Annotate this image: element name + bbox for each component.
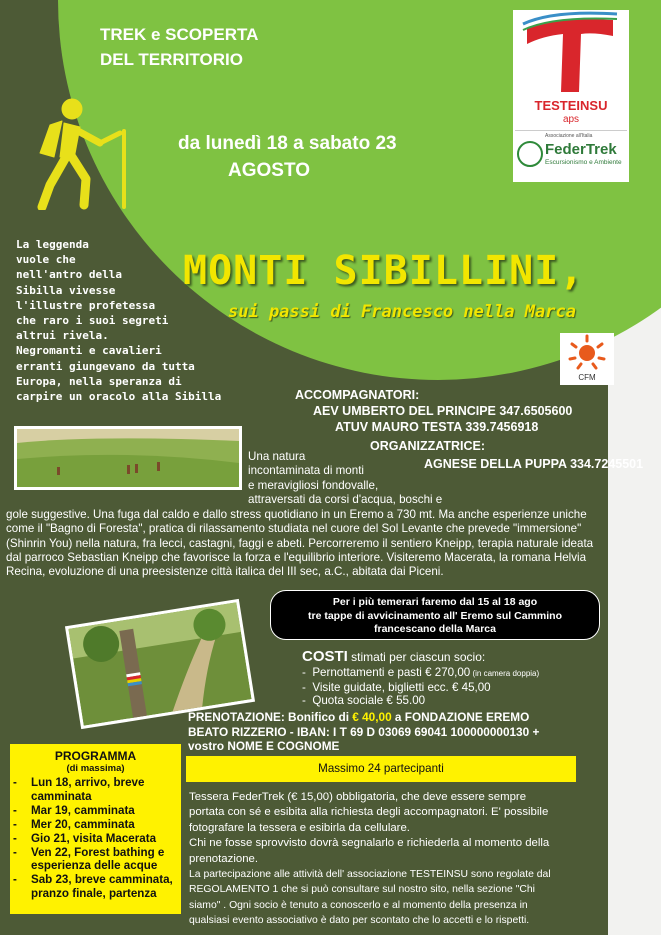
- temerari-line-2: tre tappe di avvicinamento all' Eremo sul Cammino: [308, 609, 562, 622]
- programma-item-text: Mar 19, camminata: [31, 803, 135, 817]
- prenotazione-amount: € 40,00: [352, 710, 392, 724]
- programma-item: - Lun 18, arrivo, breve camminata: [13, 776, 145, 803]
- federtrek-associazione: Associazione all'Italia: [545, 133, 593, 139]
- header-line-1: TREK e SCOPERTA: [100, 25, 259, 44]
- logo-name: TESTEINSU: [534, 98, 608, 113]
- testeinsu-logo: [513, 10, 629, 182]
- costi-item: - Quota sociale € 55.00: [302, 694, 426, 707]
- tessera-p2: Chi ne fosse sprovvisto dovrà segnalarlo e richiederla al momento della prenotazione.: [189, 837, 550, 865]
- legend-line: Europa, nella speranza di: [16, 374, 182, 388]
- cfm-label: CFM: [578, 373, 596, 382]
- accompagnatore-atuv: ATUV MAURO TESTA 339.7456918: [335, 420, 539, 434]
- costi-item: - Pernottamenti e pasti € 270,00 (in camera doppia): [302, 666, 540, 679]
- programma-item-text: esperienza delle acque: [31, 859, 158, 873]
- prenotazione-b: a FONDAZIONE EREMO: [391, 710, 530, 724]
- subtitle: sui passi di Francesco nella Marca: [228, 302, 576, 322]
- accompagnatori-label: ACCOMPAGNATORI:: [295, 388, 420, 402]
- main-title: MONTI SIBILLINI,: [183, 248, 585, 294]
- prenotazione-line-2: BEATO RIZZERIO - IBAN: I T 69 D 03069 69041 100000000130 +: [188, 724, 540, 739]
- hiker-icon: [28, 95, 138, 210]
- cfm-sun-icon: [560, 333, 614, 373]
- tessera-text: [189, 790, 559, 929]
- costi-item-text: Quota sociale € 55.00: [312, 694, 426, 707]
- intro-line-4: attraversati da corsi d'acqua, boschi e: [248, 492, 443, 506]
- legend-line: l'illustre profetessa: [16, 298, 156, 312]
- legend-line: che raro i suoi segreti: [16, 314, 169, 328]
- temerari-line-3: francescano della Marca: [374, 623, 496, 635]
- meadow-photo: [14, 426, 242, 490]
- meadow-image: [17, 429, 239, 487]
- federtrek-globe-icon: [517, 141, 543, 167]
- costi-label: COSTI: [302, 648, 348, 665]
- programma-item-text: pranzo finale, partenza: [31, 887, 157, 901]
- trail-image: [68, 602, 251, 725]
- legend-line: Negromanti e cavalieri: [16, 344, 162, 358]
- intro-line-2: incontaminata di monti: [248, 464, 364, 478]
- programma-item-text: Ven 22, Forest bathing e: [31, 845, 165, 859]
- prenotazione-line-1: [188, 710, 539, 725]
- programma-item-text: Mer 20, camminata: [31, 817, 135, 831]
- prenotazione-block: [188, 710, 539, 754]
- tessera-p3: La partecipazione alle attività dell' associazione TESTEINSU sono regolate dal REGOLAMENTO 1 che si può consultare sul nostro sito, nella sezione "Chi siamo" . Ogni socio è tenuto a conoscerlo e al momento della presenza in qualsiasi evento associativo è dato per scontato che lo accetti e lo rispetti.: [189, 869, 551, 927]
- header-title: [100, 22, 258, 72]
- date-range: da lunedì 18 a sabato 23: [178, 133, 397, 154]
- date-month: AGOSTO: [228, 160, 310, 181]
- costi-item: - Visite guidate, biglietti ecc. € 45,00: [302, 680, 491, 694]
- tessera-p1: Tessera FederTrek (€ 15,00) obbligatoria, che deve essere sempre portata con sé e esibita alla richiesta degli accompagnatori. E' possibile fotografare la tessera e esibirla da cellulare.: [189, 791, 549, 834]
- legend-line: La leggenda: [16, 238, 89, 251]
- programma-item: - Sab 23, breve camminata, pranzo finale, partenza: [13, 873, 173, 901]
- intro-paragraph: gole suggestive. Una fuga dal caldo e dallo stress quotidiano in un Eremo a 730 mt. Ma anche esperienze uniche come il "Bagno di Foresta", pratica di rilassamento studiata nel cuore del Sol Levante che prevede "immersione" (Shinrin You) nella natura, fra lecci, castagni, faggi e abeti. Percorreremo il sentiero Kneipp, terapia naturale ideata dal parroco Sebastian Kneipp che favorisce la forza e l'equilibrio interiore. Visiteremo Macerata, la romana Helvia Recina, evoluzione di una preesistenze città italica del III sec, a.C., abitata dai Piceni.: [6, 508, 594, 579]
- logo-sub: aps: [562, 114, 580, 125]
- federtrek-logo: [515, 130, 627, 181]
- intro-line-3: e meravigliosi fondovalle,: [248, 478, 379, 492]
- programma-title: PROGRAMMA: [54, 749, 137, 763]
- temerari-box: [270, 590, 600, 640]
- costi-item-text: Pernottamenti e pasti € 270,00: [312, 666, 471, 679]
- programma-box: [10, 744, 181, 914]
- cfm-logo: [560, 333, 614, 385]
- massimo-partecipanti: Massimo 24 partecipanti: [186, 756, 576, 782]
- intro-lines: [248, 450, 442, 507]
- intro-line-1: Una natura: [248, 450, 306, 463]
- accompagnatore-aev: AEV UMBERTO DEL PRINCIPE 347.6505600: [313, 404, 573, 418]
- programma-item-text: Gio 21, visita Macerata: [31, 831, 157, 845]
- federtrek-name: FederTrek: [545, 141, 617, 158]
- prenotazione-a: PRENOTAZIONE: Bonifico di: [188, 710, 353, 724]
- costi-rest: stimati per ciascun socio:: [347, 650, 486, 664]
- costi-item-text: Visite guidate, biglietti ecc. € 45,00: [312, 680, 491, 694]
- prenotazione-line-3: vostro NOME E COGNOME: [188, 739, 340, 754]
- header-line-2: DEL TERRITORIO: [100, 50, 243, 69]
- testeinsu-t-icon: [513, 10, 629, 100]
- costi-list: [302, 666, 539, 708]
- programma-item: - Gio 21, visita Macerata: [13, 831, 157, 845]
- legend-line: Sibilla vivesse: [16, 283, 116, 297]
- programma-subtitle: (di massima): [66, 763, 125, 774]
- legend-line: nell'antro della: [16, 268, 122, 282]
- legend-line: erranti giungevano da tutta: [16, 359, 195, 373]
- legend-line: altrui rivela.: [16, 329, 109, 343]
- programma-item: - Mer 20, camminata: [13, 817, 135, 831]
- costi-item-note: (in camera doppia): [470, 669, 540, 678]
- legend-line: vuole che: [16, 253, 76, 267]
- programma-list: [10, 776, 181, 901]
- programma-item-text: Lun 18, arrivo, breve: [31, 776, 145, 789]
- costi-header: [302, 648, 485, 665]
- organizzatrice-label: ORGANIZZATRICE:: [370, 439, 486, 453]
- programma-item-text: Sab 23, breve camminata,: [31, 873, 173, 887]
- federtrek-sub: Escursionismo e Ambiente: [545, 159, 622, 166]
- programma-item: - Mar 19, camminata: [13, 803, 135, 817]
- legend-line: carpire un oracolo alla Sibilla: [16, 390, 222, 404]
- programma-item: - Ven 22, Forest bathing e esperienza delle acque: [13, 845, 165, 873]
- organizzatrice-name: AGNESE DELLA PUPPA 334.7245501: [424, 457, 644, 471]
- programma-item-text: camminata: [31, 789, 92, 803]
- temerari-line-1: Per i più temerari faremo dal 15 al 18 ago: [332, 596, 538, 608]
